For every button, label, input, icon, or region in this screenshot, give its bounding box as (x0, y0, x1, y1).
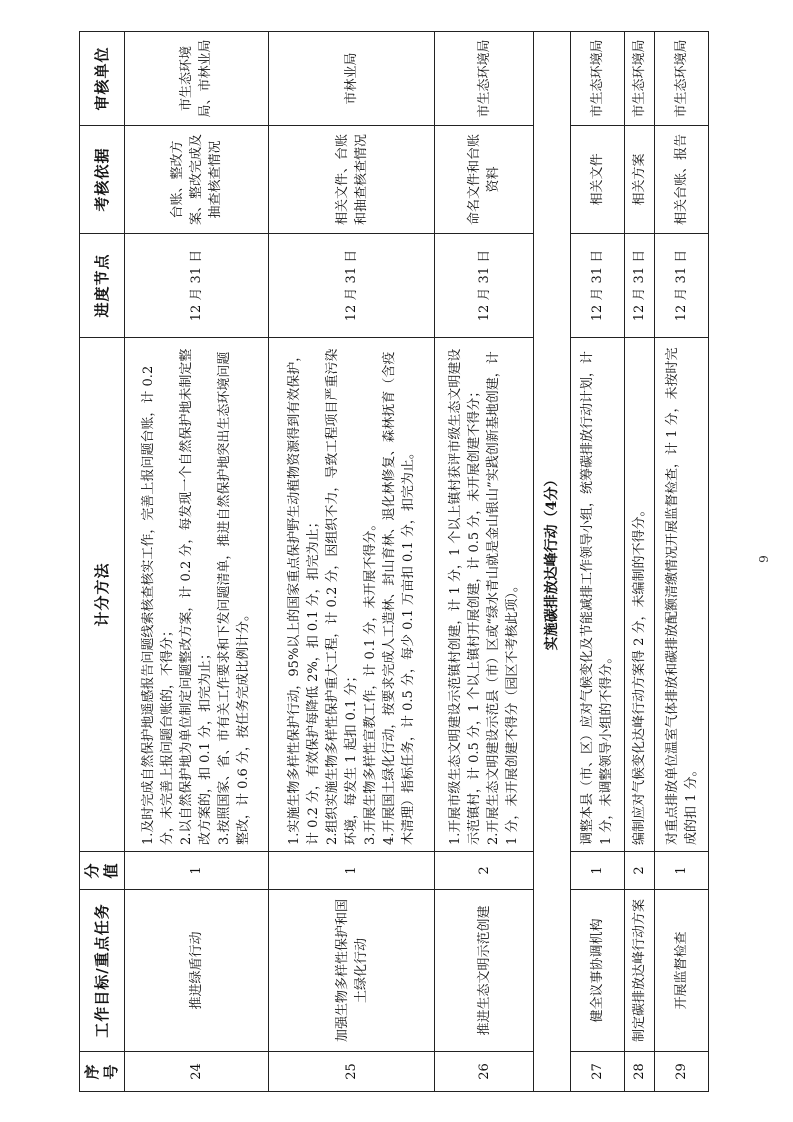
row-unit: 市生态环境局 (571, 32, 625, 126)
row-seq: 24 (125, 1052, 269, 1092)
row-unit: 市生态环境局 (624, 32, 655, 126)
row-seq: 26 (435, 1052, 534, 1092)
row-score: 2 (624, 852, 655, 890)
method-line: 3.开展生物多样性宣教工作，计 0.1 分，未开展不得分。 (363, 517, 379, 845)
table-row (435, 32, 534, 1092)
header-deadline: 进度节点 (80, 234, 125, 338)
row-method (624, 338, 655, 852)
table-row (268, 32, 435, 1092)
assessment-table (79, 31, 709, 1092)
row-seq: 25 (268, 1052, 435, 1092)
method-line: 编制应对气候变化达峰行动方案得 2 分，未编制的不得分。 (631, 503, 647, 845)
row-basis: 相关方案 (624, 126, 655, 234)
header-score: 分值 (80, 852, 125, 890)
row-seq: 27 (571, 1052, 625, 1092)
table-row (655, 32, 709, 1092)
method-line: 对重点排放单位温室气体排放和碳排放配额清缴情况开展监督检查，计 1 分，未按时完成的扣 1 分。 (664, 347, 699, 845)
row-task: 推进生态文明示范创建 (435, 890, 534, 1052)
row-deadline: 12 月 31 日 (125, 234, 269, 338)
header-basis: 考核依据 (80, 126, 125, 234)
row-method (125, 338, 269, 852)
row-task: 加强生物多样性保护和国土绿化行动 (268, 890, 435, 1052)
row-task: 健全议事协调机构 (571, 890, 625, 1052)
row-deadline: 12 月 31 日 (571, 234, 625, 338)
row-task: 开展监督检查 (655, 890, 709, 1052)
row-unit: 市林业局 (268, 32, 435, 126)
method-line: 1.开展市级生态文明建设示范镇村创建，计 1 分，1 个以上镇村获评市级生态文明建设示范镇村，计 0.5 分，1 个以上镇村开展创建，计 0.5 分，未开展创建不得分； (448, 348, 483, 845)
method-line: 2.以自然保护地为单位制定问题整改方案，计 0.2 分，每发现一个自然保护地未制定整改方案的，扣 0.1 分，扣完为止； (179, 348, 214, 845)
row-unit: 市生态环境局、市林业局 (125, 32, 269, 126)
method-line: 2.开展生态文明建设示范县（市）区或“绿水青山就是金山银山”实践创新基地创建，计 1 分，未开展创建不得分（园区不考核此项）。 (486, 351, 521, 845)
method-line: 3.按照国家、省、市有关工作要求和下发问题清单，推进自然保护地突出生态环境问题整改，计 0.6 分，按任务完成比例计分。 (217, 351, 252, 845)
table-header-row (80, 32, 125, 1092)
method-line: 1.实施生物多样性保护行动，95%以上的国家重点保护野生动植物资源得到有效保护，计 0.2 分，有效保护每降低 2%，扣 0.1 分，扣完为止； (287, 348, 322, 845)
method-line: 4.开展国土绿化行动，按要求完成人工造林、封山育林、退化林修复、森林抚育（含疫木清理）指标任务，计 0.5 分，每少 0.1 万亩扣 0.1 分，扣完为止。 (382, 351, 417, 845)
row-score: 1 (268, 852, 435, 890)
page-number: 9 (756, 555, 771, 563)
table-row (571, 32, 625, 1092)
row-deadline: 12 月 31 日 (268, 234, 435, 338)
row-method (268, 338, 435, 852)
header-seq: 序号 (80, 1052, 125, 1092)
row-score: 1 (125, 852, 269, 890)
method-line: 1.及时完成自然保护地遥感报告问题线索核查核实工作，完善上报问题台账，计 0.2 分，未完善上报问题台账的，不得分； (141, 365, 176, 845)
row-score: 1 (571, 852, 625, 890)
row-deadline: 12 月 31 日 (624, 234, 655, 338)
row-score: 2 (435, 852, 534, 890)
header-unit: 审核单位 (80, 32, 125, 126)
header-task: 工作目标/重点任务 (80, 890, 125, 1052)
table-row (125, 32, 269, 1092)
section-row (534, 32, 571, 1092)
row-deadline: 12 月 31 日 (435, 234, 534, 338)
method-line: 调整本县（市、区）应对气候变化及节能减排工作领导小组，统筹碳排放行动计划，计 1 分，未调整领导小组的不得分。 (580, 350, 615, 845)
row-score: 1 (655, 852, 709, 890)
row-method (655, 338, 709, 852)
row-seq: 29 (655, 1052, 709, 1092)
row-basis: 命名文件和台账资料 (435, 126, 534, 234)
row-method (435, 338, 534, 852)
row-unit: 市生态环境局 (435, 32, 534, 126)
row-unit: 市生态环境局 (655, 32, 709, 126)
row-task: 推进绿盾行动 (125, 890, 269, 1052)
row-basis: 相关文件 (571, 126, 625, 234)
table-row (624, 32, 655, 1092)
row-seq: 28 (624, 1052, 655, 1092)
row-basis: 相关台账、报告 (655, 126, 709, 234)
row-method (571, 338, 625, 852)
section-title: 实施碳排放达峰行动（4分） (534, 32, 571, 1092)
header-method: 计分方法 (80, 338, 125, 852)
rotated-table-page (79, 32, 709, 1092)
row-deadline: 12 月 31 日 (655, 234, 709, 338)
row-task: 制定碳排放达峰行动方案 (624, 890, 655, 1052)
row-basis: 台账、整改方案、整改完成及抽查核查情况 (125, 126, 269, 234)
method-line: 2.组织实施生物多样性保护重大工程，计 0.2 分，因组织不力，导致工程项目严重污染环境，每发生 1 起扣 0.1 分； (325, 348, 360, 845)
row-basis: 相关文件、台账和抽查核查情况 (268, 126, 435, 234)
